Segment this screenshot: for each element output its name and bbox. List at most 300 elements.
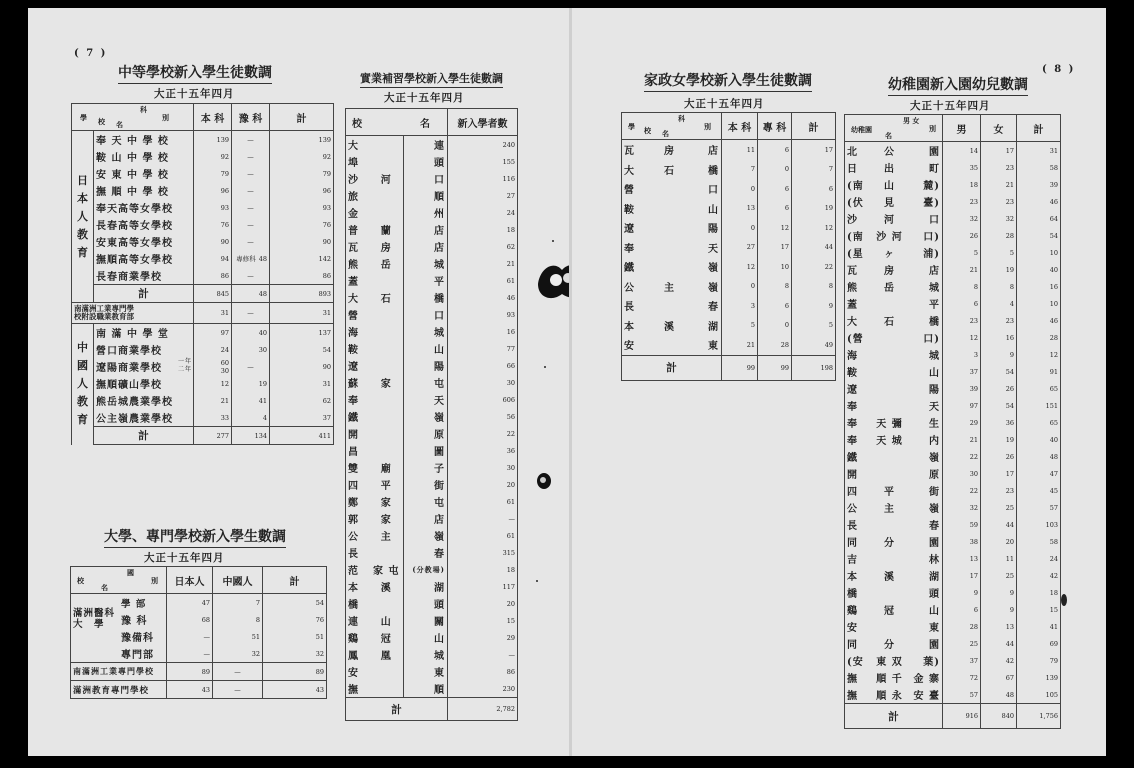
table-row (346, 289, 518, 306)
school-char-2: 家 (380, 515, 392, 526)
kg-char-3: 浦) (907, 244, 943, 261)
subtotal-total: 411 (270, 427, 334, 445)
table-row (346, 357, 518, 374)
kg-char-2: 岳 (884, 283, 895, 294)
table-row (346, 187, 518, 204)
un-col-jp: 日本人 (167, 567, 213, 594)
total-cell: 79 (1017, 652, 1061, 669)
university-title: 大學、專門學校新入學生數調 (104, 526, 286, 548)
kg-char-1: 蓋 (845, 295, 873, 312)
yoka-cell: 專修科 48 (232, 250, 270, 267)
table-row (845, 533, 1061, 550)
page-number-right: ( 8 ) (1042, 64, 1076, 75)
kg-char-3: 園 (907, 635, 943, 652)
school-name: 遼陽商業學校 一年 二年 (94, 358, 194, 375)
table-row (845, 652, 1061, 669)
table-row (622, 296, 836, 316)
school-char-1: 撫 (346, 680, 370, 698)
table-row (71, 628, 327, 645)
kg-char-2 (873, 584, 907, 601)
school-char-3: 陽 (404, 357, 448, 374)
table-row (845, 567, 1061, 584)
school-char-3: 圖 (404, 442, 448, 459)
school-char-1: 沙 (346, 170, 370, 187)
honka-cell: 33 (194, 409, 232, 427)
male-cell: 12 (943, 329, 981, 346)
school-char-2 (370, 442, 404, 459)
senka-cell: 28 (758, 335, 792, 355)
ink-mark-1 (536, 472, 552, 494)
kg-char-1: 海 (845, 346, 873, 363)
total-cell: 5 (792, 316, 836, 336)
middle-school-table (71, 103, 334, 445)
kg-col-female: 女 (981, 115, 1017, 142)
kg-char-1: 安 (845, 618, 873, 635)
total-cell: 139 (1017, 669, 1061, 686)
university-subtitle: 大正十五年四月 (144, 552, 225, 564)
female-cell: 13 (981, 618, 1017, 635)
yoka-cell: — (232, 165, 270, 182)
kg-char-3: 安 臺 (907, 686, 943, 704)
male-cell: 37 (943, 363, 981, 380)
male-cell: 32 (943, 210, 981, 227)
honka-cell: 93 (194, 199, 232, 216)
kg-char-2 (873, 295, 907, 312)
total-cell: 76 (270, 216, 334, 233)
male-cell: 38 (943, 533, 981, 550)
kg-char-1: 長 (845, 516, 873, 533)
school-char-1: 鐵 (346, 408, 370, 425)
school-char-1: 大 (346, 289, 370, 306)
table-row (622, 316, 836, 336)
honka-cell: 5 (722, 316, 758, 336)
kg-char-3: 山 (907, 363, 943, 380)
school-char-2: 房 (380, 243, 392, 254)
school-char-1: 遼 (346, 357, 370, 374)
male-cell: 6 (943, 295, 981, 312)
total-cell: 65 (1017, 414, 1061, 431)
kg-char-3: 林 (907, 550, 943, 567)
school-char-1: 本 (346, 578, 370, 595)
table-row (845, 584, 1061, 601)
table-row (346, 153, 518, 170)
yoka-cell: — (232, 233, 270, 250)
yoka-cell: — (232, 148, 270, 165)
kg-char-2: 主 (884, 504, 895, 515)
jp-cell: — (167, 628, 213, 645)
kg-char-1: 橋 (845, 584, 873, 601)
count-cell: 20 (448, 595, 518, 612)
school-char-2: 蘭 (380, 226, 392, 237)
male-cell: 18 (943, 176, 981, 193)
school-char-3: 屯 (404, 374, 448, 391)
table-row (346, 527, 518, 544)
school-name: 長春高等女學校 (94, 216, 194, 233)
total-cell: 86 (270, 267, 334, 285)
count-cell: 606 (448, 391, 518, 408)
univ-name: 滿洲醫科 大 學 學 部 (71, 594, 167, 612)
total-cell: 65 (1017, 380, 1061, 397)
school-char-1: 范 (346, 561, 370, 578)
kg-char-3: 町 (907, 159, 943, 176)
honka-cell: 21 (194, 392, 232, 409)
table-row (622, 277, 836, 297)
school-char-1: 公 (622, 277, 652, 297)
honka-cell: 13 (722, 199, 758, 219)
male-cell: 26 (943, 227, 981, 244)
ms-group1-label: 日本人教育 (72, 131, 94, 303)
total-cell: 105 (1017, 686, 1061, 704)
supplementary-table (345, 108, 518, 721)
school-char-3: 店 (404, 221, 448, 238)
male-cell: 13 (943, 550, 981, 567)
school-char-1: 鄭 (346, 493, 370, 510)
he-col-honka: 本 科 (722, 113, 758, 140)
table-row (346, 544, 518, 561)
kg-char-2 (873, 618, 907, 635)
jp-cell: 89 (167, 663, 213, 681)
senka-cell: 6 (758, 140, 792, 160)
kg-total-female: 840 (981, 704, 1017, 729)
honka-cell: 97 (194, 324, 232, 342)
school-char-2 (370, 425, 404, 442)
kg-char-2 (873, 329, 907, 346)
table-row (845, 448, 1061, 465)
total-cell: 40 (1017, 261, 1061, 278)
school-char-3: 城 (404, 646, 448, 663)
school-char-3: 橋 (688, 160, 722, 180)
honka-cell: 12 (722, 257, 758, 277)
senka-cell: 10 (758, 257, 792, 277)
kg-char-2: 東 双 (876, 657, 903, 668)
count-cell: 315 (448, 544, 518, 561)
kg-char-2: 山 (884, 181, 895, 192)
univ-name: 滿洲教育專門學校 (71, 681, 167, 699)
kg-char-2 (873, 516, 907, 533)
kg-char-3: 嶺 (907, 448, 943, 465)
school-char-2: 溪 (380, 583, 392, 594)
honka-cell: 12 (194, 375, 232, 392)
kg-total-male: 916 (943, 704, 981, 729)
school-char-1: 普 (346, 221, 370, 238)
table-row (845, 363, 1061, 380)
kg-char-1: 沙 (845, 210, 873, 227)
male-cell: 97 (943, 397, 981, 414)
male-cell: 23 (943, 312, 981, 329)
female-cell: 32 (981, 210, 1017, 227)
table-row (72, 267, 334, 285)
table-row (346, 374, 518, 391)
kg-char-1: 奉 (845, 397, 873, 414)
jp-cell: 43 (167, 681, 213, 699)
kg-char-1: 北 (845, 142, 873, 160)
table-row (72, 341, 334, 358)
table-row (71, 663, 327, 681)
subtotal-label: 計 (94, 285, 194, 303)
kg-char-1: 瓦 (845, 261, 873, 278)
male-cell: 23 (943, 193, 981, 210)
school-name: 撫順高等女學校 (94, 250, 194, 267)
kg-char-1: 撫 (845, 686, 873, 704)
kg-char-1: 遼 (845, 380, 873, 397)
he-total-total: 198 (792, 355, 836, 380)
count-cell: 56 (448, 408, 518, 425)
school-name: 長春商業學校 (94, 267, 194, 285)
school-char-2 (370, 272, 404, 289)
school-char-1: 大 (622, 160, 652, 180)
table-row (845, 278, 1061, 295)
school-char-3: 天 (688, 238, 722, 258)
male-cell: 72 (943, 669, 981, 686)
kg-char-2 (873, 448, 907, 465)
school-char-1: 奉 (346, 391, 370, 408)
kg-char-3: 店 (907, 261, 943, 278)
total-cell: 8 (792, 277, 836, 297)
table-row (72, 131, 334, 149)
honka-cell: 0 (722, 218, 758, 238)
kg-char-3: 湖 (907, 567, 943, 584)
school-char-1: 蓋 (346, 272, 370, 289)
female-cell: 19 (981, 261, 1017, 278)
school-char-1: 昌 (346, 442, 370, 459)
senka-cell: 0 (758, 160, 792, 180)
kg-char-3: 橋 (907, 312, 943, 329)
yoka-cell: — (232, 216, 270, 233)
school-char-1: 鞍 (346, 340, 370, 357)
table-row (845, 227, 1061, 244)
count-cell: 93 (448, 306, 518, 323)
home-econ-table (621, 112, 836, 381)
count-cell: 29 (448, 629, 518, 646)
table-row (845, 704, 1061, 729)
school-name: 公主嶺農業學校 (94, 409, 194, 427)
he-total-label: 計 (622, 355, 722, 380)
table-row (622, 140, 836, 160)
school-char-2 (370, 663, 404, 680)
school-char-3: 口 (404, 306, 448, 323)
table-row (346, 646, 518, 663)
school-char-1: 海 (346, 323, 370, 340)
kg-char-2 (873, 346, 907, 363)
total-cell: 17 (792, 140, 836, 160)
senka-cell: 6 (758, 296, 792, 316)
honka-cell: 60 30 (194, 358, 232, 375)
honka-cell: 86 (194, 267, 232, 285)
table-row (845, 686, 1061, 704)
total-cell: 12 (1017, 346, 1061, 363)
table-row (72, 165, 334, 182)
cn-cell: 7 (213, 594, 263, 612)
table-row (346, 510, 518, 527)
kg-char-1: (星 (845, 244, 873, 261)
total-cell: 93 (270, 199, 334, 216)
female-cell: 23 (981, 193, 1017, 210)
kg-char-3: 原 (907, 465, 943, 482)
table-row (845, 193, 1061, 210)
kg-char-3: 金 寨 (907, 669, 943, 686)
ms-col-honka: 本 科 (194, 104, 232, 131)
kg-char-1: 鞍 (845, 363, 873, 380)
school-char-1: 瓦 (622, 140, 652, 160)
table-row (72, 182, 334, 199)
kg-char-1: 同 (845, 533, 873, 550)
count-cell: 27 (448, 187, 518, 204)
school-name: 營口商業學校 (94, 341, 194, 358)
kg-char-2: 分 (884, 640, 895, 651)
honka-cell: 31 (194, 303, 232, 324)
male-cell: 3 (943, 346, 981, 363)
count-cell: 230 (448, 680, 518, 698)
school-char-1: 鞍 (622, 199, 652, 219)
school-char-3: 關 (404, 612, 448, 629)
yoka-cell: — (232, 199, 270, 216)
female-cell: 25 (981, 567, 1017, 584)
kg-char-2: 見 (884, 198, 895, 209)
school-char-2: 冠 (380, 634, 392, 645)
school-char-2 (652, 199, 688, 219)
kg-char-1: 本 (845, 567, 873, 584)
school-char-2 (370, 680, 404, 698)
total-cell: 92 (270, 148, 334, 165)
total-cell: 62 (270, 392, 334, 409)
kg-char-2: 沙 河 (876, 232, 903, 243)
honka-cell: 24 (194, 341, 232, 358)
school-char-3: 原 (404, 425, 448, 442)
kg-char-1: (南 (845, 176, 873, 193)
table-row (346, 561, 518, 578)
kg-char-3: 園 (907, 142, 943, 160)
table-row (845, 550, 1061, 567)
male-cell: 32 (943, 499, 981, 516)
senka-cell: 12 (758, 218, 792, 238)
honka-cell: 90 (194, 233, 232, 250)
school-char-3: 天 (404, 391, 448, 408)
total-cell: 51 (263, 628, 327, 645)
school-char-2 (370, 153, 404, 170)
table-row (845, 312, 1061, 329)
school-char-3: 屯 (404, 493, 448, 510)
total-cell: 64 (1017, 210, 1061, 227)
school-char-3: 順 (404, 187, 448, 204)
table-row (346, 408, 518, 425)
kg-char-2: 分 (884, 538, 895, 549)
senka-cell: 8 (758, 277, 792, 297)
kg-char-1: 公 (845, 499, 873, 516)
kg-char-3: 春 (907, 516, 943, 533)
school-char-3: 山 (404, 340, 448, 357)
female-cell: 9 (981, 601, 1017, 618)
table-row (346, 204, 518, 221)
sp-col-new: 新入學者數 (448, 109, 518, 136)
kg-char-3: 葉) (907, 652, 943, 669)
school-char-2 (370, 204, 404, 221)
jp-cell: 47 (167, 594, 213, 612)
sp-total-label: 計 (346, 698, 448, 721)
school-char-2 (370, 408, 404, 425)
male-cell: 17 (943, 567, 981, 584)
total-cell: 54 (1017, 227, 1061, 244)
school-char-3: 嶺 (404, 527, 448, 544)
kg-char-1: 開 (845, 465, 873, 482)
count-cell: 155 (448, 153, 518, 170)
total-cell: 10 (1017, 295, 1061, 312)
school-char-2 (652, 218, 688, 238)
kg-char-3: 内 (907, 431, 943, 448)
table-row (72, 199, 334, 216)
school-char-3: 春 (404, 544, 448, 561)
total-cell: 54 (263, 594, 327, 612)
jp-cell: 68 (167, 611, 213, 628)
kindergarten-title: 幼稚園新入園幼兒數調 (888, 74, 1028, 96)
kg-diag-header: 男 女 別 幼稚園 名 (845, 115, 943, 142)
table-row (346, 340, 518, 357)
home-econ-title: 家政女學校新入學生徒數調 (644, 70, 812, 92)
school-char-3: 嶺 (688, 277, 722, 297)
subtotal-honka: 845 (194, 285, 232, 303)
school-char-1: 鳳 (346, 646, 370, 663)
supplementary-title: 實業補習學校新入學生徒數調 (360, 70, 503, 88)
honka-cell: 27 (722, 238, 758, 258)
table-row (346, 255, 518, 272)
count-cell: 117 (448, 578, 518, 595)
honka-cell: 139 (194, 131, 232, 149)
table-row (845, 482, 1061, 499)
table-row (346, 476, 518, 493)
kg-char-1: 奉 (845, 431, 873, 448)
school-char-1: 橋 (346, 595, 370, 612)
male-cell: 39 (943, 380, 981, 397)
count-cell: 30 (448, 374, 518, 391)
table-row (72, 409, 334, 427)
kg-char-3: 城 (907, 346, 943, 363)
total-cell: 58 (1017, 533, 1061, 550)
female-cell: 54 (981, 363, 1017, 380)
count-cell: 46 (448, 289, 518, 306)
kg-char-1: (南 (845, 227, 873, 244)
school-char-2 (370, 306, 404, 323)
cn-cell: 51 (213, 628, 263, 645)
table-row (346, 425, 518, 442)
school-char-3: 春 (688, 296, 722, 316)
table-row (845, 176, 1061, 193)
honka-cell: 0 (722, 179, 758, 199)
school-char-3: 嶺 (404, 408, 448, 425)
school-char-3: 橋 (404, 289, 448, 306)
table-row (845, 669, 1061, 686)
yoka-cell: — (232, 267, 270, 285)
school-char-1: 四 (346, 476, 370, 493)
table-row (346, 459, 518, 476)
honka-cell: 3 (722, 296, 758, 316)
total-cell: 142 (270, 250, 334, 267)
kg-char-2: 冠 (884, 606, 895, 617)
school-char-2 (652, 335, 688, 355)
school-name: 撫 順 中 學 校 (94, 182, 194, 199)
table-row (346, 170, 518, 187)
school-name: 撫順礦山學校 (94, 375, 194, 392)
school-char-1: 長 (622, 296, 652, 316)
school-char-2: 家 (380, 498, 392, 509)
total-cell: 103 (1017, 516, 1061, 533)
school-char-2 (370, 187, 404, 204)
kg-char-1: (安 (845, 652, 873, 669)
honka-cell: 79 (194, 165, 232, 182)
total-cell: 19 (792, 199, 836, 219)
school-char-3: 平 (404, 272, 448, 289)
he-total-senka: 99 (758, 355, 792, 380)
table-row (72, 216, 334, 233)
school-char-1: 營 (346, 306, 370, 323)
